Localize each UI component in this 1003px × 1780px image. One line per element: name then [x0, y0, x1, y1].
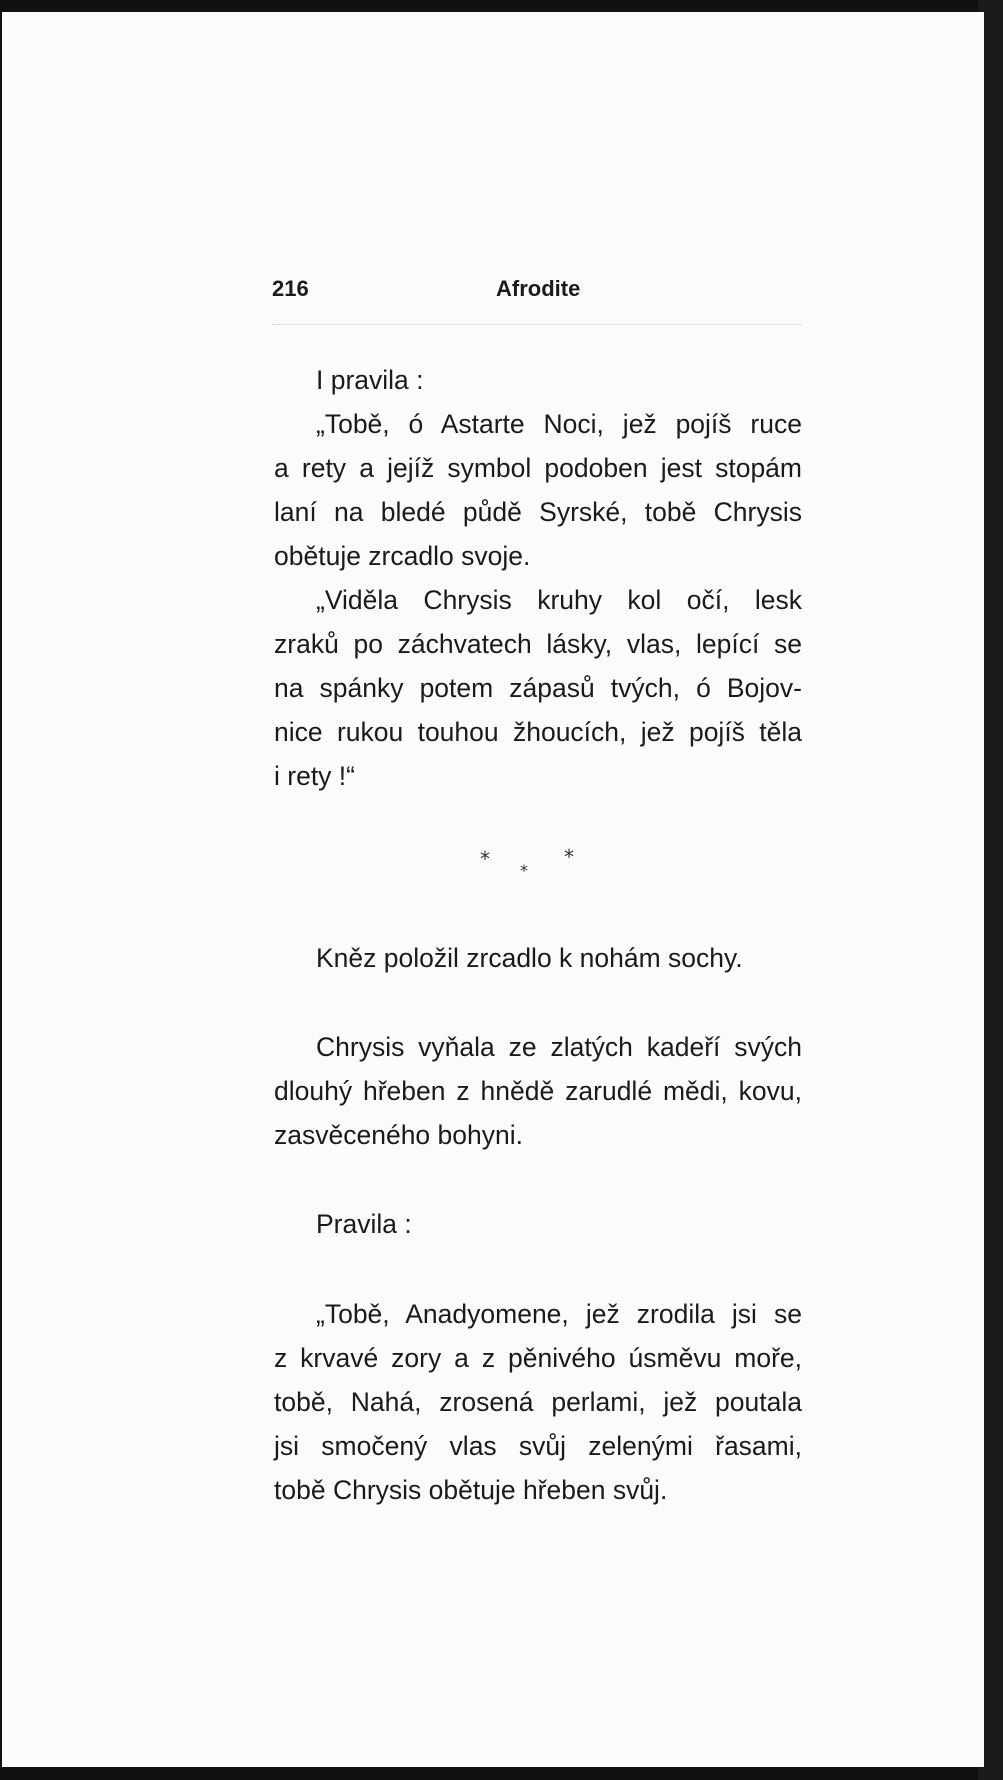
page-number: 216	[272, 276, 309, 301]
text-line: dlouhý hřeben z hnědě zarudlé mědi, kovu,	[274, 1076, 802, 1106]
text-line: z krvavé zory a z pěnivého úsměvu moře,	[274, 1343, 802, 1373]
text-line: zraků po záchvatech lásky, vlas, lepící se	[274, 629, 802, 659]
paragraph-4	[274, 936, 802, 980]
paragraph-7	[274, 1292, 802, 1512]
text-line: a rety a jejíž symbol podoben jest stopám	[274, 453, 802, 483]
text-line: na spánky potem zápasů tvých, ó Bojov-	[274, 673, 802, 703]
running-header	[272, 270, 812, 310]
paragraph-6	[274, 1202, 802, 1246]
text-line: obětuje zrcadlo svoje.	[274, 541, 531, 571]
separator-star: *	[480, 847, 490, 871]
separator-star: *	[564, 845, 574, 869]
text-line: „Viděla Chrysis kruhy kol očí, lesk	[316, 585, 802, 615]
text-line: Kněz položil zrcadlo k nohám sochy.	[316, 943, 743, 973]
text-line: i rety !“	[274, 761, 355, 791]
text-line: Pravila :	[316, 1209, 412, 1239]
text-line: nice rukou touhou žhoucích, jež pojíš těla	[274, 717, 802, 747]
text-line: I pravila :	[316, 365, 424, 395]
paragraph-2	[274, 402, 802, 578]
text-line: „Tobě, ó Astarte Noci, jež pojíš ruce	[316, 409, 802, 439]
paragraph-1	[274, 358, 802, 402]
text-line: zasvěceného bohyni.	[274, 1120, 523, 1150]
text-line: tobě Chrysis obětuje hřeben svůj.	[274, 1475, 668, 1505]
text-line: tobě, Nahá, zrosená perlami, jež poutala	[274, 1387, 802, 1417]
paragraph-3	[274, 578, 802, 798]
book-page	[2, 12, 984, 1767]
running-title: Afrodite	[496, 276, 581, 301]
section-separator	[480, 847, 600, 897]
separator-star: *	[520, 861, 528, 880]
text-line: Chrysis vyňala ze zlatých kadeří svých	[316, 1032, 802, 1062]
text-line: laní na bledé půdě Syrské, tobě Chrysis	[274, 497, 802, 527]
header-rule	[272, 324, 802, 325]
text-line: jsi smočený vlas svůj zelenými řasami,	[274, 1431, 802, 1461]
paragraph-5	[274, 1025, 802, 1157]
text-line: „Tobě, Anadyomene, jež zrodila jsi se	[316, 1299, 802, 1329]
